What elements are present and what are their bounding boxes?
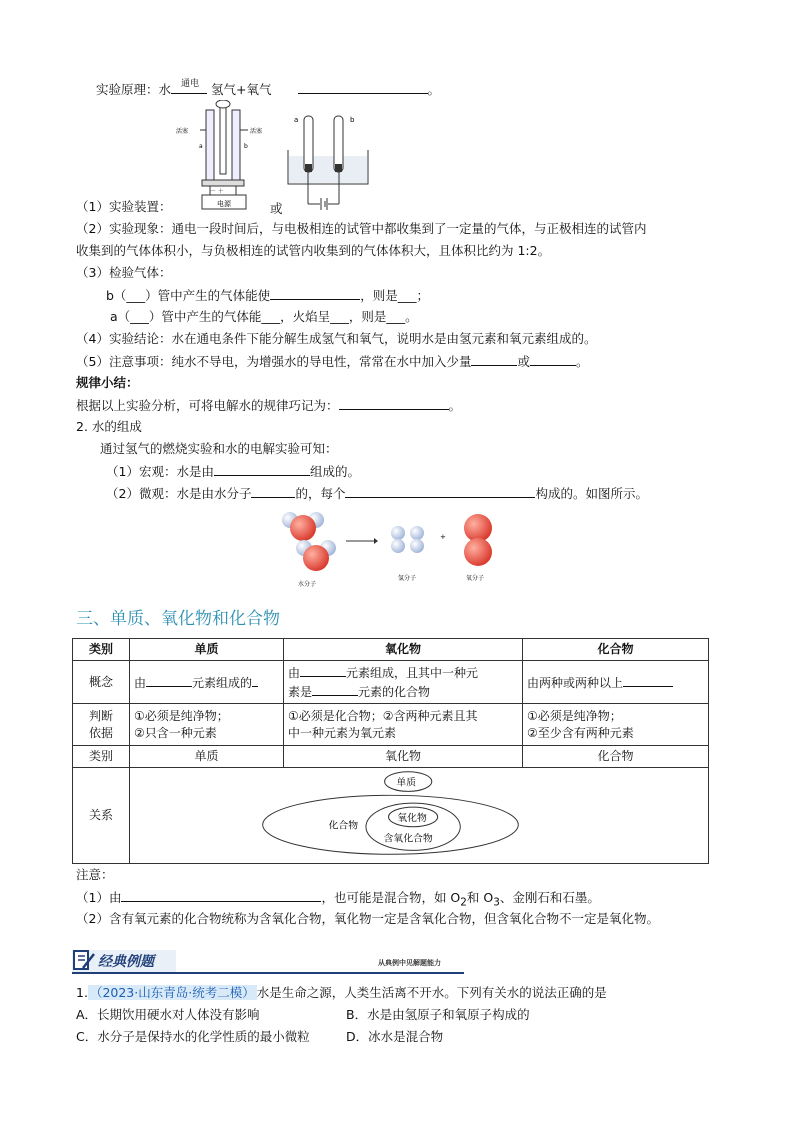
relation-diagram-cell xyxy=(130,768,709,864)
concept-oxide-blank-1[interactable] xyxy=(300,663,346,677)
stopper-label-left: 活塞 xyxy=(176,128,189,135)
condition-label: 通电 xyxy=(181,79,200,89)
concept-oxide-text-4: 元素的化合物 xyxy=(358,685,431,699)
example-banner xyxy=(72,948,464,974)
micro-end: 构成的。如图所示。 xyxy=(535,486,648,501)
phenomenon-line-2: 收集到的气体体积小，与负极相连的试管内收集到的气体体积大，且体积比约为 1:2。 xyxy=(76,243,551,258)
table-header-cell: 化合物 xyxy=(523,639,709,661)
principle-line xyxy=(96,80,440,99)
notes-text: （5）注意事项：纯水不导电，为增强水的导电性，常常在水中加入少量 xyxy=(76,354,472,369)
concept-oxide-text-2: 元素组成，且其中一种元 xyxy=(346,666,479,680)
composition-title: 2. 水的组成 xyxy=(76,419,142,434)
note-1-text-2: ，也可能是混合物，如 O xyxy=(321,890,461,905)
concept-single-blank[interactable] xyxy=(146,673,192,687)
test-title: （3）检验气体： xyxy=(76,265,172,280)
concept-single xyxy=(130,661,284,704)
basis-oxide-2: 中一种元素为氧元素 xyxy=(288,725,397,740)
concept-single-text-2: 元素组成的 xyxy=(192,675,253,690)
oxygen-atom xyxy=(303,545,329,571)
oxide-label: 氧化物 xyxy=(397,812,427,824)
basis-compound-1: ①必须是纯净物； xyxy=(527,708,622,723)
row-label: 关系 xyxy=(73,768,130,864)
row-label: 概念 xyxy=(73,661,130,704)
note-1-text-3: 和 O xyxy=(466,890,494,905)
or-label: 或 xyxy=(270,201,283,216)
concept-oxide xyxy=(284,661,523,704)
test-b-text: b（___）管中产生的气体能使 xyxy=(106,288,271,303)
test-b-line xyxy=(106,286,429,305)
electrolysis-apparatus-left xyxy=(172,100,272,212)
option-b[interactable]: B．水是由氢原子和氧原子构成的 xyxy=(346,1007,530,1022)
concept-compound xyxy=(523,661,709,704)
macro-end: 组成的。 xyxy=(309,464,360,479)
question-number: 1. xyxy=(76,985,88,1000)
hydrogen-atom xyxy=(410,539,424,553)
water-molecule-label: 水分子 xyxy=(298,581,317,588)
condition-arrow xyxy=(171,81,211,99)
summary-line xyxy=(76,396,461,415)
option-a[interactable]: A．长期饮用硬水对人体没有影响 xyxy=(76,1007,260,1022)
question-source-tag[interactable]: （2023·山东青岛·统考二模） xyxy=(89,985,255,1000)
composition-intro: 通过氢气的燃烧实验和水的电解实验可知： xyxy=(100,441,338,456)
notes-blank-1[interactable] xyxy=(471,352,517,366)
hydrogen-atom xyxy=(391,539,405,553)
notes-end: 。 xyxy=(575,354,589,369)
hydrogen-atom xyxy=(410,526,424,540)
stopper-label-right: 活塞 xyxy=(250,128,263,135)
table-row-relation xyxy=(73,768,709,864)
micro-text: （2）微观：水是由水分子 xyxy=(106,486,252,501)
micro-blank-1[interactable] xyxy=(251,484,295,498)
notes-blank-2[interactable] xyxy=(530,352,576,366)
test-a-line: a（___）管中产生的气体能___，火焰呈___，则是___。 xyxy=(110,309,418,324)
oxygen-atom xyxy=(290,515,316,541)
basis-compound xyxy=(523,704,709,746)
concept-compound-blank[interactable] xyxy=(623,673,673,687)
tube-b-label-right: b xyxy=(350,116,355,124)
concept-oxide-text: 由 xyxy=(288,666,301,680)
tube-a-label-right: a xyxy=(294,116,299,124)
concept-single-text: 由 xyxy=(134,675,147,690)
option-d[interactable]: D．冰水是混合物 xyxy=(346,1029,444,1044)
table-header-row xyxy=(73,639,709,661)
section-heading: 三、单质、氧化物和化合物 xyxy=(76,609,280,629)
electrolysis-apparatus-right xyxy=(284,112,374,214)
relation-diagram xyxy=(130,768,708,858)
summary-title: 规律小结： xyxy=(76,375,139,390)
notes-or: 或 xyxy=(517,354,530,369)
plus-sign: + xyxy=(440,533,446,541)
table-row-basis xyxy=(73,704,709,746)
concept-compound-text: 由两种或两种以上 xyxy=(527,675,624,690)
option-c[interactable]: C．水分子是保持水的化学性质的最小微粒 xyxy=(76,1029,310,1044)
basis-compound-2: ②至少含有两种元素 xyxy=(527,725,634,740)
principle-end: 。 xyxy=(427,82,441,97)
note-1-sub-2: 3 xyxy=(493,896,500,909)
oxygen-compound-label: 含氧化合物 xyxy=(383,833,433,845)
micro-blank-2[interactable] xyxy=(345,484,535,498)
concept-oxide-text-3: 素是 xyxy=(288,685,313,699)
single-label: 单质 xyxy=(396,777,417,789)
table-header-cell: 单质 xyxy=(130,639,284,661)
table-cell: 氧化物 xyxy=(284,746,523,768)
row-label xyxy=(73,704,130,746)
conclusion-line: （4）实验结论：水在通电条件下能分解生成氢气和氧气，说明水是由氢元素和氧元素组成的。 xyxy=(76,331,597,346)
basis-single-2: ②只含一种元素 xyxy=(134,725,217,740)
power-polarity: － ＋ xyxy=(210,188,224,195)
hydrogen-atom xyxy=(391,526,405,540)
principle-label: 实验原理：水 xyxy=(96,82,172,97)
test-b-blank[interactable] xyxy=(270,286,360,300)
power-label: 电源 xyxy=(217,200,231,208)
note-1-sub-1: 2 xyxy=(460,896,467,909)
micro-text-2: 的，每个 xyxy=(295,486,346,501)
test-b-end: ，则是___； xyxy=(360,288,429,303)
table-row-concept xyxy=(73,661,709,704)
concept-oxide-blank-2[interactable] xyxy=(312,682,358,696)
oxygen-molecule-label: 氧分子 xyxy=(466,575,485,582)
macro-text: （1）宏观：水是由 xyxy=(106,464,214,479)
note-1-text: （1）由 xyxy=(76,890,122,905)
principle-blank[interactable] xyxy=(298,80,428,94)
note-1 xyxy=(76,888,600,912)
hydrogen-molecule-label: 氢分子 xyxy=(398,575,417,582)
item-device xyxy=(76,198,171,216)
oxygen-atom xyxy=(464,514,492,542)
notes-line xyxy=(76,352,589,371)
water-decomposition-figure xyxy=(280,506,500,592)
tube-a-label: a xyxy=(199,143,203,150)
classification-table xyxy=(72,638,709,864)
tube-b-label: b xyxy=(244,143,248,150)
table-header-cell: 类别 xyxy=(73,639,130,661)
summary-end: 。 xyxy=(448,398,462,413)
note-2: （2）含有氧元素的化合物统称为含氧化合物，氧化物一定是含氧化合物，但含氧化合物不一定是氧化物。 xyxy=(76,911,659,926)
table-cell: 类别 xyxy=(73,746,130,768)
basis-label-1: 判断 xyxy=(88,708,113,723)
device-label: （1）实验装置： xyxy=(76,199,172,214)
basis-single-1: ①必须是纯净物； xyxy=(134,708,229,723)
table-header-cell: 氧化物 xyxy=(284,639,523,661)
macro-line xyxy=(106,462,360,481)
question-text: 水是生命之源，人类生活离不开水。下列有关水的说法正确的是 xyxy=(256,985,607,1000)
basis-oxide xyxy=(284,704,523,746)
principle-products: 氢气+氧气 xyxy=(211,82,272,97)
note-1-text-4: 、金刚石和石墨。 xyxy=(499,890,600,905)
basis-single xyxy=(130,704,284,746)
note-title: 注意： xyxy=(76,867,114,882)
concept-single-trail xyxy=(252,673,258,687)
table-cell: 单质 xyxy=(130,746,284,768)
table-row-category xyxy=(73,746,709,768)
compound-label: 化合物 xyxy=(328,820,359,832)
summary-text: 根据以上实验分析，可将电解水的规律巧记为： xyxy=(76,398,339,413)
concept-oxide-line-1 xyxy=(288,663,518,682)
table-cell: 化合物 xyxy=(523,746,709,768)
phenomenon-line-1: （2）实验现象：通电一段时间后，与电极相连的试管中都收集到了一定量的气体，与正极相连的试管内 xyxy=(76,221,647,236)
basis-oxide-1: ①必须是化合物；②含两种元素且其 xyxy=(288,708,478,723)
question-stem xyxy=(76,984,607,1002)
concept-oxide-line-2 xyxy=(288,682,518,701)
micro-line xyxy=(106,484,648,503)
banner-subtitle: 从典例中见解题能力 xyxy=(378,959,441,967)
note-1-blank[interactable] xyxy=(121,888,321,902)
compound-ellipse xyxy=(263,795,519,854)
banner-title: 经典例题 xyxy=(98,954,154,970)
basis-label-2: 依据 xyxy=(88,725,113,740)
macro-blank[interactable] xyxy=(214,462,310,476)
summary-blank[interactable] xyxy=(339,396,449,410)
oxygen-atom xyxy=(464,538,492,566)
